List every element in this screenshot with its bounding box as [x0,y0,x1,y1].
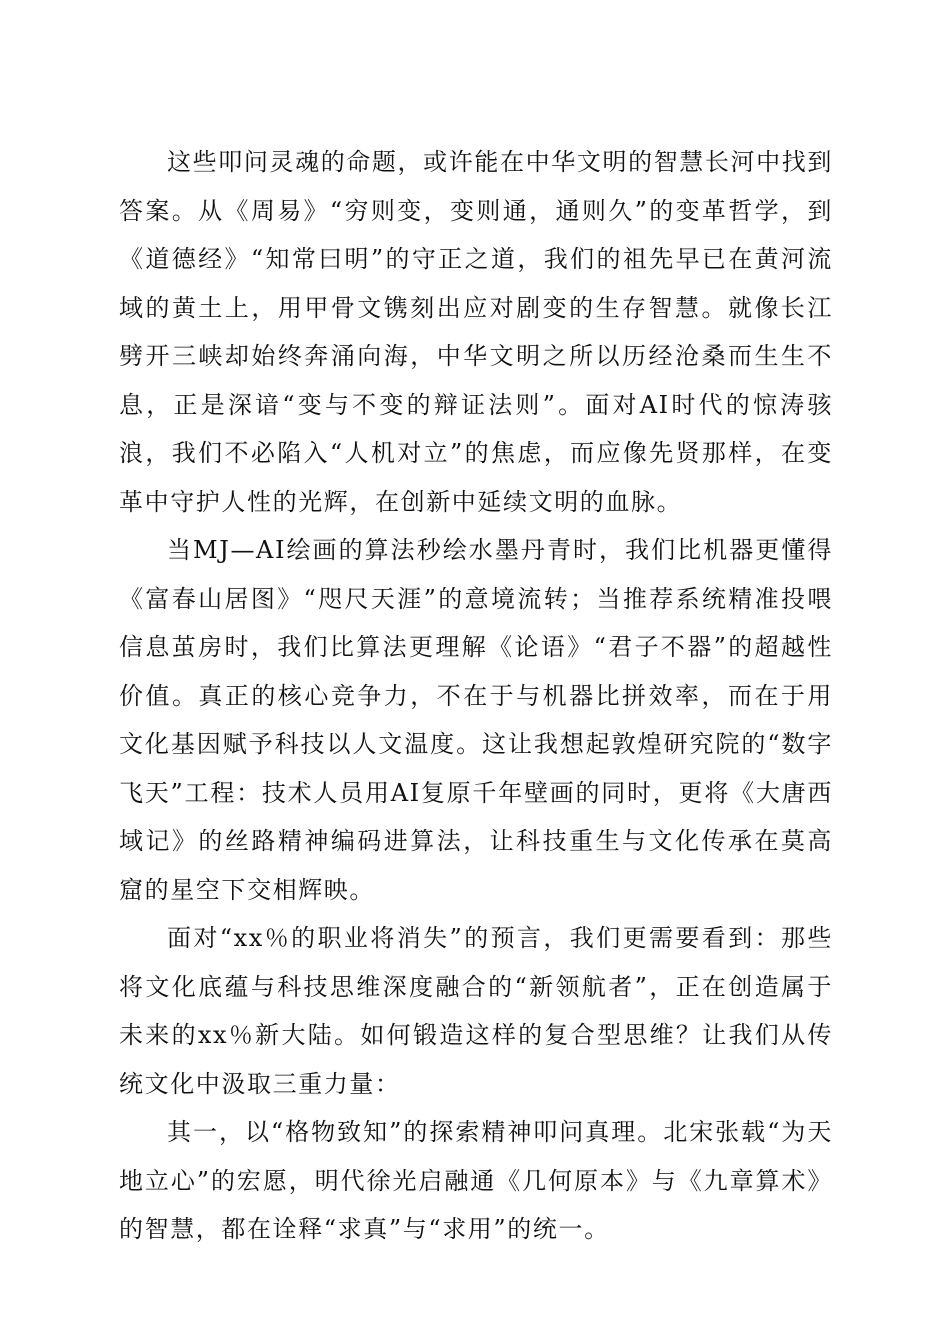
paragraph-3: 面对“xx％的职业将消失”的预言，我们更需要看到：那些将文化底蕴与科技思维深度融合的“新领航者”，正在创造属于未来的xx％新大陆。如何锻造这样的复合型思维？让我们从传统文化中汲取三重力量： [119,924,833,1098]
document-body [119,138,833,1254]
paragraph-1: 这些叩问灵魂的命题，或许能在中华文明的智慧长河中找到答案。从《周易》“穷则变，变则通，通则久”的变革哲学，到《道德经》“知常曰明”的守正之道，我们的祖先早已在黄河流域的黄土上，用甲骨文镌刻出应对剧变的生存智慧。就像长江劈开三峡却始终奔涌向海，中华文明之所以历经沧桑而生生不息，正是深谙“变与不变的辩证法则”。面对AI时代的惊涛骇浪，我们不必陷入“人机对立”的焦虑，而应像先贤那样，在变革中守护人性的光辉，在创新中延续文明的血脉。 [119,148,833,516]
paragraph-2: 当MJ—AI绘画的算法秒绘水墨丹青时，我们比机器更懂得《富春山居图》“咫尺天涯”的意境流转；当推荐系统精准投喂信息茧房时，我们比算法更理解《论语》“君子不器”的超越性价值。真正的核心竞争力，不在于与机器比拼效率，而在于用文化基因赋予科技以人文温度。这让我想起敦煌研究院的“数字飞天”工程：技术人员用AI复原千年壁画的同时，更将《大唐西域记》的丝路精神编码进算法，让科技重生与文化传承在莫高窟的星空下交相辉映。 [119,536,833,904]
paragraph-4: 其一，以“格物致知”的探索精神叩问真理。北宋张载“为天地立心”的宏愿，明代徐光启融通《几何原本》与《九章算术》的智慧，都在诠释“求真”与“求用”的统一。 [119,1118,833,1243]
